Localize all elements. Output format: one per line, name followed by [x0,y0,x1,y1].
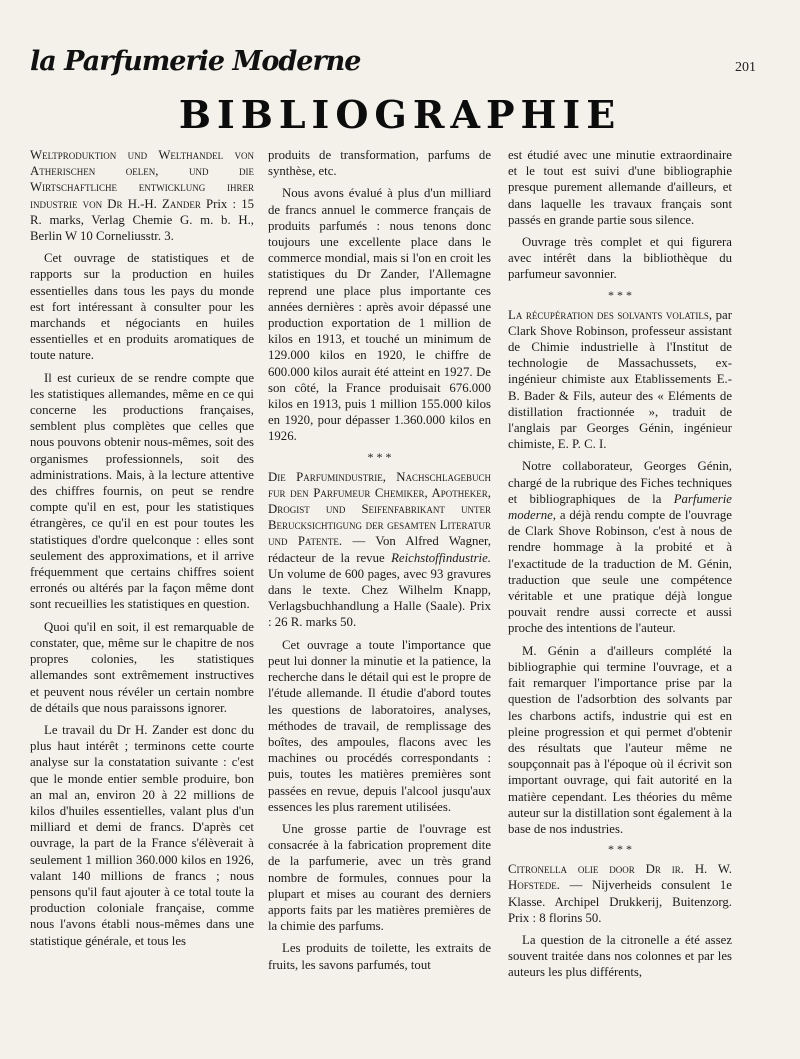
review-entry-zander [30,147,254,244]
paragraph: Cet ouvrage de statistiques et de rapports sur la production en huiles essentielles dans tous les pays du monde est fort intéressant à consulter pour les marchands et négociants en huiles essentielles et en produits aromatiques de toute nature. [30,251,254,363]
paragraph [508,458,732,636]
entry-publication-info: Un volume de 600 pages, avec 93 gravures dans le texte. Chez Wilhelm Knapp, Verlagsbuchhandlung a Halle (Saale). Prix : 26 R. marks 50. [268,566,491,630]
paragraph: Cet ouvrage a toute l'importance que peut lui donner la minutie et la patience, la recherche dans le détail qui est le propre de l'étude allemande. Il étudie d'abord toutes les questions de laboratoires, analyses, méthodes de travail, de remplissage des boîtes, des ampoules, flacons avec les machines ou procédés correspondants : puis, toutes les matières premières sont passées en revue, depuis l'alcool jusqu'aux essences les plus rarement utilisées. [268,637,491,814]
page-title: BIBLIOGRAPHIE [178,92,622,137]
journal-masthead: la Parfumerie Moderne [30,46,361,77]
entry-title: Die Parfumindustrie, Nachschlagebuch fur den Parfumeur Chemiker, Apotheker, Drogist und Seifenfabrikant unter Berucksichtigung der gesamten Literatur und Patente. [268,469,491,549]
entry-title: Citronella olie door Dr ir. H. W. Hofstede. [508,862,732,893]
paragraph: Quoi qu'il en soit, il est remarquable de constater, que, même sur le chapitre de nos propres colonies, les statistiques allemandes sont extrêmement instructives et peuvent nous révéler un certain nombre de détails que nous paraissons ignorer. [30,619,254,715]
entry-publication-info: Prix : 15 R. marks, Verlag Chemie G. m. b. H., Berlin W 10 Corneliusstr. 3. [30,196,254,244]
entry-publication-info: — Nijverheids consulent 1e Klasse. Archipel Drukkerij, Buitenzorg. Prix : 8 florins 50. [508,878,732,925]
entry-review-name: Reichstoffindustrie. [391,550,491,565]
paragraph: Nous avons évalué à plus d'un milliard de francs annuel le commerce français de produits parfumés : nous tenons donc toujours une excellente place dans le commerce mondial, mais si l'on en croit les statistiques du Dr Zander, l'Allemagne reprend une place plus importante ces années dernières : après avoir dépassé une production exportation de 1 million de kilos en 1913, et touché un minimum de 129.000 kilos en 1920, le chiffre de 600.000 kilos aurait été atteint en 1927. De son côté, la France produisait 676.000 kilos en 1913, puis 1 million 155.000 kilos en 1920, pour dépasser 1.360.000 kilos en 1926. [268,186,491,444]
review-entry-wagner [268,469,491,631]
section-separator: * * * [608,287,632,302]
paragraph: M. Génin a d'ailleurs complété la bibliographie qui termine l'ouvrage, et a fait remarquer l'importance prise par la question de l'adsorbtion des solvants par les charbons actifs, industrie qui est en pleine progression et qui permet d'obtenir des résultats que l'auteur même ne soupçonnait pas à l'époque où il écrivit son important ouvrage, qui fait autorité en la matière cependant. Les théories du même auteur sur la distillation sont également à la base de nos industries. [508,643,732,836]
paragraph: Il est curieux de se rendre compte que les statistiques allemandes, même en ce qui concerne les productions françaises, semblent plus complètes que celles que nous pouvons obtenir nous-mêmes, soit des organismes professionnels, soit des administrations. Mais, à la lecture attentive des chiffres fournis, on peut se rendre compte qu'il en est, pour les statistiques étrangères, ce qu'il en est pour toutes les statistiques d'ordre quelconque : elles sont seulement des approximations, et il arrive fréquemment que certains chiffres soient erronés ou altérés par la façon même dont sont recueillies les statistiques en question. [30,370,254,612]
review-entry-hofstede [508,861,732,926]
paragraph: Le travail du Dr H. Zander est donc du plus haut intérêt ; terminons cette courte analyse sur la constatation suivante : c'est que le monde entier semble produire, bon an mal an, environ 20 à 22 millions de kilos d'huiles essentielles, valant plus d'un milliard et demi de francs. D'après cet ouvrage, la part de la France s'élèverait à seulement 1 million 360.000 kilos en 1926, valant 140 millions de francs ; nous pensons qu'il faut ajouter à ce total toute la production coloniale française, comme nous l'avons établi nous-mêmes dans une statistique générale, et tous les [30,722,254,948]
column-1 [30,147,254,955]
paragraph-text: a déjà rendu compte de l'ouvrage de Clark Shove Robinson, c'est à nous de rendre hommage à la probité et à l'exactitude de la traduction de M. Génin, traduction que seule une compétence véritable et une pratique déjà longue pouvait rendre aussi correcte et aussi proche des intentions de l'auteur. [508,508,732,636]
review-entry-robinson [508,307,732,453]
paragraph: Les produits de toilette, les extraits de fruits, les savons parfumés, tout [268,941,491,972]
paragraph: Ouvrage très complet et qui figurera avec intérêt dans la bibliothèque du parfumeur savonnier. [508,235,732,282]
paragraph: est étudié avec une minutie extraordinaire et le tout est suivi d'une bibliographie presque purement allemande d'ailleurs, et dans laquelle les travaux français sont passés en grande partie sous silence. [508,148,732,227]
paragraph: Une grosse partie de l'ouvrage est consacrée à la fabrication proprement dite de la parfumerie, avec un très grand nombre de formules, connues pour la plupart et mises au courant des derniers apports faits par les matières premières de la chimie des parfums. [268,821,491,934]
column-3 [508,147,732,987]
paragraph: La question de la citronelle a été assez souvent traitée dans nos colonnes et par les auteurs les plus différents, [508,932,732,980]
page-number: 201 [735,60,756,75]
entry-title: La récupération des solvants volatils, [508,307,713,322]
entry-author: — Von Alfred Wagner, rédacteur de la revue [268,534,492,565]
column-2 [268,147,491,979]
paragraph: produits de transformation, parfums de synthèse, etc. [268,148,491,179]
section-separator: * * * [608,842,632,857]
journal-name: Parfumerie moderne, [508,491,732,523]
paragraph-text: Notre collaborateur, Georges Génin, chargé de la rubrique des Fiches techniques et bibliographiques de la [508,459,732,506]
section-separator: * * * [367,449,392,464]
entry-description: par Clark Shove Robinson, professeur assistant de Chimie industrielle à l'Institut de technologie de Massachussets, ex-ingénieur chimiste aux Etablissements E.-B. Bader & Fils, auteur des « Eléments de distillation fractionnée », traduit de l'anglais par Georges Génin, ingénieur chimiste, E. P. C. I. [508,307,732,452]
entry-title: Weltproduktion und Welthandel von Atherischen oelen, und die Wirtschaftliche entwicklung ihrer industrie von Dr H.-H. Zander [30,148,254,211]
